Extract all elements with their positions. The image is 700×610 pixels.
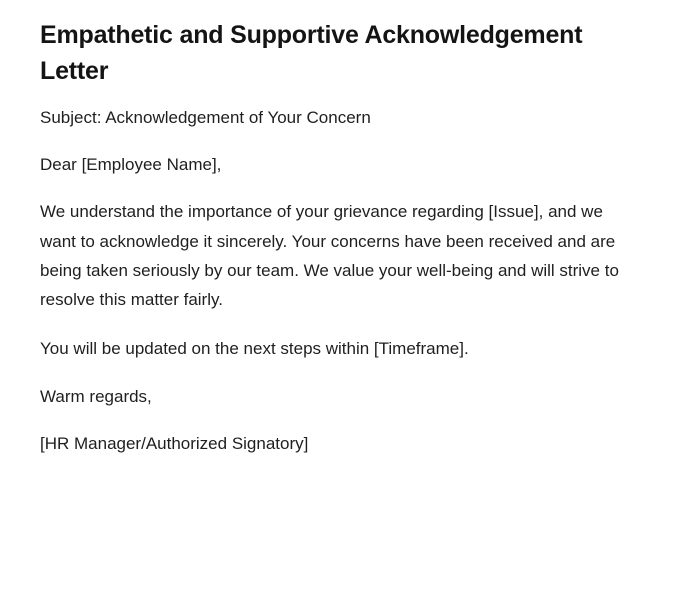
salutation: Dear [Employee Name], [40,155,222,175]
next-steps-paragraph: You will be updated on the next steps within [Timeframe]. [40,339,469,359]
body-paragraph: We understand the importance of your grievance regarding [Issue], and we want to acknowledge it sincerely. Your concerns have been received and are being taken seriously by our team. We value your well-being and will strive to resolve this matter fairly. [40,202,619,310]
closing-line: Warm regards, [40,386,152,406]
page-title: Empathetic and Supportive Acknowledgement Letter [40,21,583,85]
signatory-line: [HR Manager/Authorized Signatory] [40,433,309,453]
subject-line: Subject: Acknowledgement of Your Concern [40,108,371,127]
